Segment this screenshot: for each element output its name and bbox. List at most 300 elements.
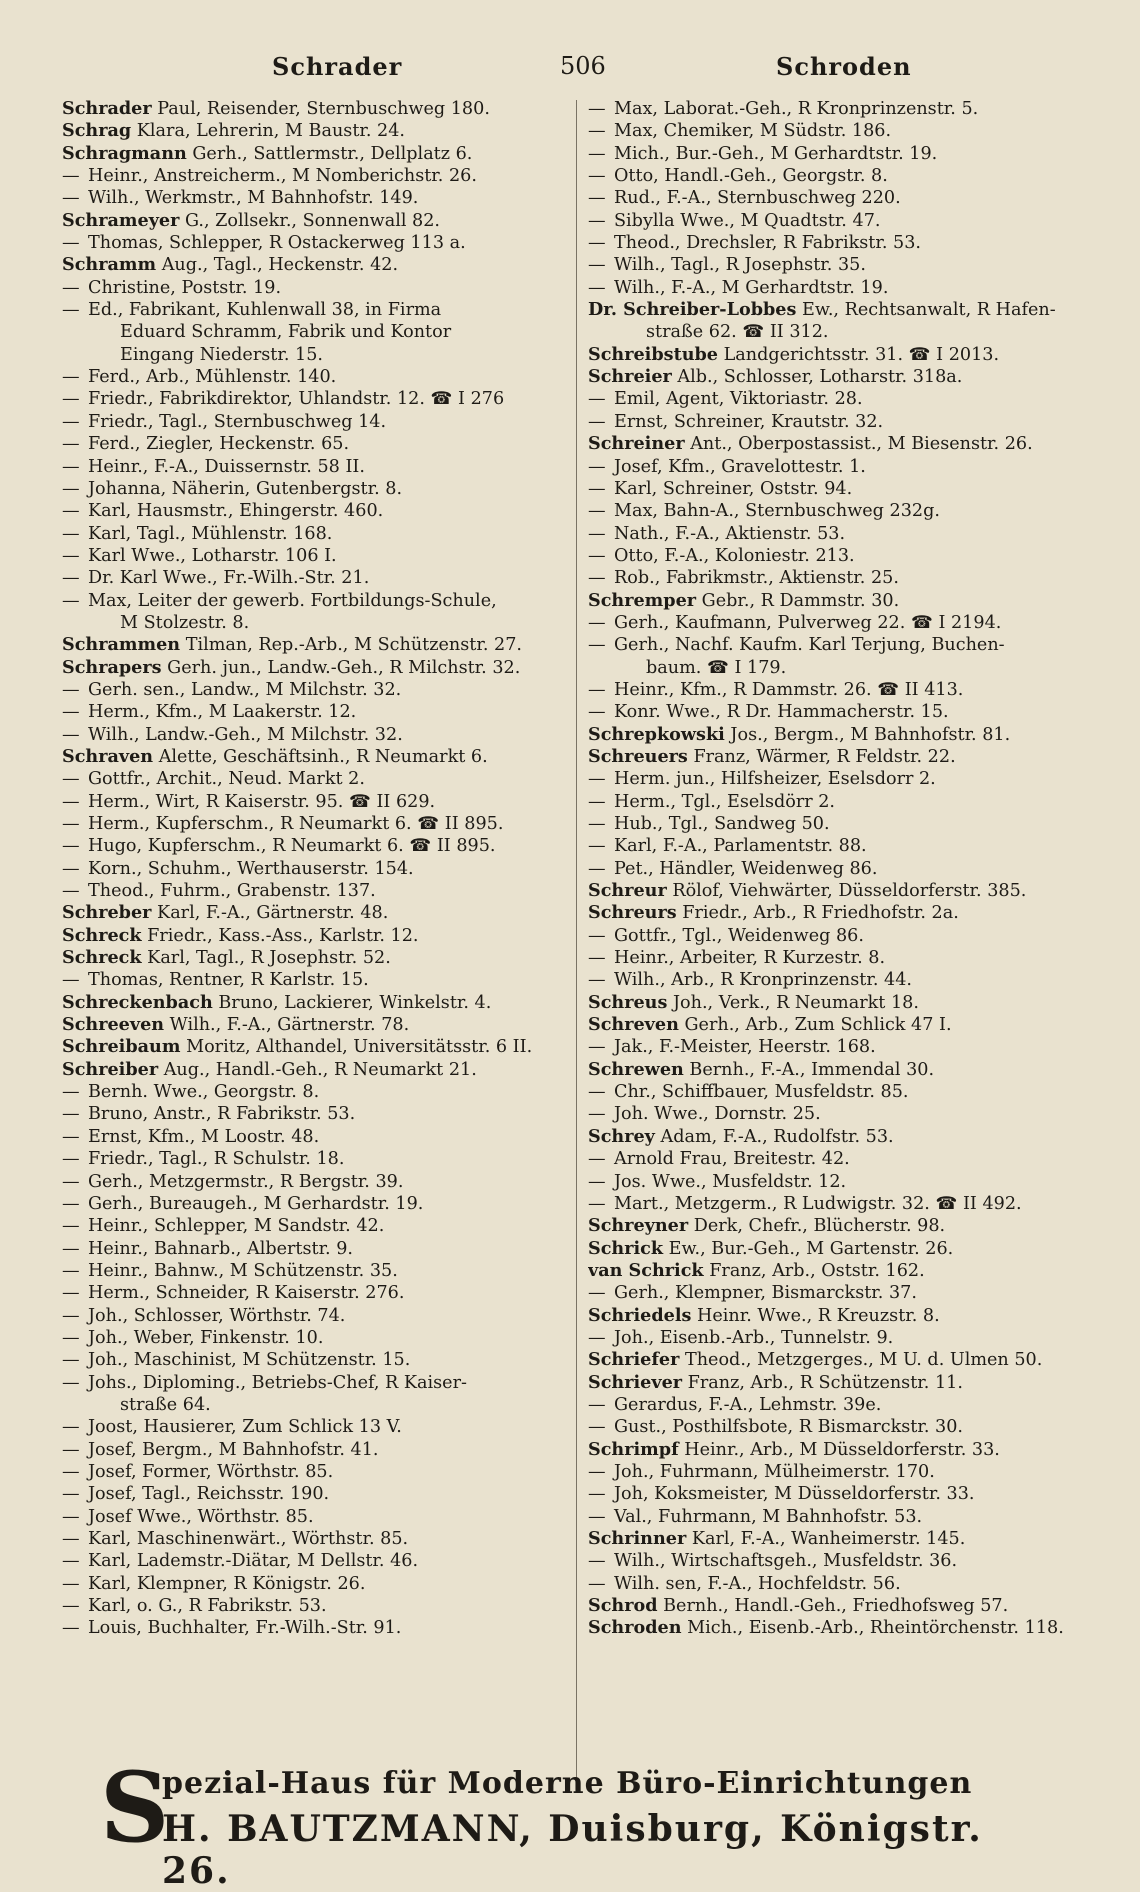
entry-surname: Schreven [588, 1014, 679, 1036]
directory-entry [62, 612, 562, 634]
entry-details: Herm. jun., Hilfsheizer, Eselsdorr 2. [614, 769, 936, 790]
entry-surname: Schramm [62, 254, 157, 276]
directory-entry [62, 1327, 562, 1349]
entry-details: Franz, Wärmer, R Feldstr. 22. [693, 746, 956, 767]
directory-entry [62, 120, 562, 142]
ditto-dash: — [588, 1461, 606, 1482]
entry-surname: Schrag [62, 120, 132, 142]
ditto-dash: — [62, 1149, 80, 1170]
directory-entry [62, 456, 562, 478]
ditto-dash: — [62, 188, 80, 209]
directory-entry [588, 366, 1088, 388]
ditto-dash: — [62, 1551, 80, 1572]
directory-entry [62, 1282, 562, 1304]
entry-details: Joh., Fuhrmann, Mülheimerstr. 170. [614, 1461, 935, 1482]
entry-details: Ed., Fabrikant, Kuhlenwall 38, in Firma [88, 300, 442, 321]
entry-details: Karl, Lademstr.-Diätar, M Dellstr. 46. [88, 1551, 419, 1572]
entry-surname: Schriever [588, 1371, 683, 1393]
entry-details: Gerh., Arb., Zum Schlick 47 I. [684, 1015, 952, 1036]
ditto-dash: — [588, 389, 606, 410]
entry-details: Emil, Agent, Viktoriastr. 28. [614, 389, 863, 410]
ditto-dash: — [62, 970, 80, 991]
directory-entry [62, 724, 562, 746]
ditto-dash: — [62, 1372, 80, 1393]
ditto-dash: — [62, 1439, 80, 1460]
directory-entry [62, 813, 562, 835]
ditto-dash: — [62, 1350, 80, 1371]
directory-entry [588, 1327, 1088, 1349]
advertisement [100, 1751, 1060, 1892]
directory-entry [62, 478, 562, 500]
entry-details: Wilh., F.-A., Gärtnerstr. 78. [169, 1015, 410, 1036]
entry-details: Gebr., R Dammstr. 30. [701, 590, 900, 611]
entry-details: Heinr., Anstreicherm., M Nomberichstr. 26. [88, 166, 477, 187]
entry-details: Pet., Händler, Weidenweg 86. [614, 858, 878, 879]
directory-entry [62, 366, 562, 388]
entry-details: Joh., Schlosser, Wörthstr. 74. [88, 1305, 346, 1326]
ditto-dash: — [588, 143, 606, 164]
entry-details: Arnold Frau, Breitestr. 42. [614, 1149, 850, 1170]
ditto-dash: — [62, 1327, 80, 1348]
directory-entry [588, 500, 1088, 522]
directory-entry [588, 1617, 1088, 1639]
directory-entry [588, 1528, 1088, 1550]
ditto-dash: — [588, 858, 606, 879]
directory-entry [588, 925, 1088, 947]
ditto-dash: — [62, 836, 80, 857]
directory-entry [588, 1238, 1088, 1260]
ditto-dash: — [62, 1283, 80, 1304]
entry-details: Karl, Tagl., Mühlenstr. 168. [88, 523, 333, 544]
entry-details: Karl, Maschinenwärt., Wörthstr. 85. [88, 1529, 409, 1549]
directory-entry [62, 388, 562, 410]
directory-entry [62, 1103, 562, 1125]
ditto-dash: — [588, 210, 606, 231]
entry-surname: Dr. Schreiber-Lobbes [588, 299, 797, 321]
ditto-dash: — [62, 1461, 80, 1482]
entry-details: Gust., Posthilfsbote, R Bismarckstr. 30. [614, 1417, 963, 1438]
entry-details: Heinr., Arb., M Düsseldorferstr. 33. [684, 1439, 1000, 1460]
ditto-dash: — [588, 1171, 606, 1192]
entry-surname: Schreier [588, 366, 672, 388]
directory-entry [588, 1573, 1088, 1595]
entry-details: Karl, F.-A., Gärtnerstr. 48. [157, 903, 389, 924]
ditto-dash: — [62, 769, 80, 790]
ditto-dash: — [62, 858, 80, 879]
directory-entry [62, 1305, 562, 1327]
entry-details: Karl, o. G., R Fabrikstr. 53. [88, 1596, 327, 1617]
entry-details: Johs., Diploming., Betriebs-Chef, R Kaiser- [88, 1372, 467, 1393]
entry-details: Josef Wwe., Wörthstr. 85. [88, 1506, 314, 1527]
directory-entry [62, 768, 562, 790]
ditto-dash: — [62, 411, 80, 432]
directory-entry [588, 634, 1088, 656]
directory-entry [62, 590, 562, 612]
entry-details: Wilh., Landw.-Geh., M Milchstr. 32. [88, 724, 403, 745]
entry-details: Karl, Hausmstr., Ehingerstr. 460. [88, 501, 384, 522]
column-divider [576, 100, 577, 1785]
entry-details: Theod., Metzgerges., M U. d. Ulmen 50. [684, 1350, 1043, 1371]
directory-entry [588, 969, 1088, 991]
entry-details: Ew., Rechtsanwalt, R Hafen- [802, 300, 1056, 321]
ditto-dash: — [588, 188, 606, 209]
ditto-dash: — [62, 590, 80, 611]
entry-details: Bernh., Handl.-Geh., Friedhofsweg 57. [663, 1596, 1009, 1617]
directory-entry [62, 657, 562, 679]
entry-details: Joh. Wwe., Dornstr. 25. [614, 1104, 821, 1125]
entry-details: Bruno, Lackierer, Winkelstr. 4. [218, 992, 492, 1013]
directory-entry [588, 277, 1088, 299]
ditto-dash: — [62, 523, 80, 544]
entry-details: Rölof, Viehwärter, Düsseldorferstr. 385. [672, 881, 1027, 902]
ditto-dash: — [588, 233, 606, 254]
entry-details: Heinr., Arbeiter, R Kurzestr. 8. [614, 948, 886, 969]
entry-details: Josef, Bergm., M Bahnhofstr. 41. [88, 1439, 379, 1460]
entry-surname: Schreur [588, 880, 667, 902]
directory-entry [62, 187, 562, 209]
ditto-dash: — [62, 702, 80, 723]
ad-headline: pezial-Haus für Moderne Büro-Einrichtungen [162, 1766, 973, 1801]
ditto-dash: — [588, 1193, 606, 1214]
directory-entry [62, 254, 562, 276]
entry-details: Otto, Handl.-Geh., Georgstr. 8. [614, 166, 888, 187]
ditto-dash: — [588, 1417, 606, 1438]
entry-details: Paul, Reisender, Sternbuschweg 180. [157, 99, 490, 119]
ditto-dash: — [62, 1529, 80, 1549]
entry-surname: Schreuers [588, 745, 688, 767]
entry-details: Gerh., Bureaugeh., M Gerhardstr. 19. [88, 1193, 424, 1214]
entry-surname: Schrick [588, 1237, 664, 1259]
entry-surname: Schriefer [588, 1349, 680, 1371]
directory-entry [62, 1260, 562, 1282]
directory-entry [62, 969, 562, 991]
entry-details: Gerh., Metzgermstr., R Bergstr. 39. [88, 1171, 404, 1192]
entry-details: Karl, Schreiner, Oststr. 94. [614, 478, 853, 499]
directory-entry [62, 1550, 562, 1572]
entry-details: Thomas, Schlepper, R Ostackerweg 113 a. [88, 233, 466, 254]
ditto-dash: — [62, 1238, 80, 1259]
ditto-dash: — [588, 1283, 606, 1304]
directory-entry [62, 1528, 562, 1550]
entry-details: Rob., Fabrikmstr., Aktienstr. 25. [614, 568, 899, 589]
ditto-dash: — [588, 411, 606, 432]
entry-details: Johanna, Näherin, Gutenbergstr. 8. [88, 478, 403, 499]
directory-entry [62, 1394, 562, 1416]
entry-details: Jak., F.-Meister, Heerstr. 168. [614, 1037, 876, 1058]
entry-details: Jos., Bergm., M Bahnhofstr. 81. [730, 724, 1011, 745]
ditto-dash: — [62, 1171, 80, 1192]
entry-details: Ferd., Arb., Mühlenstr. 140. [88, 367, 337, 388]
entry-details: Herm., Tgl., Eselsdörr 2. [614, 791, 836, 812]
ad-initial: S [100, 1751, 170, 1864]
directory-entry [588, 1506, 1088, 1528]
ditto-dash: — [62, 1596, 80, 1617]
directory-entry [588, 701, 1088, 723]
directory-entry [588, 746, 1088, 768]
ditto-dash: — [62, 1417, 80, 1438]
entry-surname: Schrey [588, 1125, 655, 1147]
ditto-dash: — [62, 1506, 80, 1527]
directory-entry [588, 1193, 1088, 1215]
ad-company: H. BAUTZMANN, Duisburg, Königstr. 26. [162, 1808, 983, 1892]
entry-surname: Schreiber [62, 1058, 159, 1080]
entry-details: Aug., Tagl., Heckenstr. 42. [161, 255, 399, 276]
entry-details: Otto, F.-A., Koloniestr. 213. [614, 545, 855, 566]
entry-details: Louis, Buchhalter, Fr.-Wilh.-Str. 91. [88, 1618, 402, 1639]
directory-entry [62, 1148, 562, 1170]
directory-entry [588, 210, 1088, 232]
entry-details: Max, Chemiker, M Südstr. 186. [614, 121, 892, 142]
ditto-dash: — [62, 434, 80, 455]
ditto-dash: — [62, 166, 80, 187]
directory-entry [62, 277, 562, 299]
entry-details: Joh., Eisenb.-Arb., Tunnelstr. 9. [614, 1327, 894, 1348]
directory-entry [588, 143, 1088, 165]
directory-entry [588, 880, 1088, 902]
ditto-dash: — [588, 769, 606, 790]
entry-surname: Schreibstube [588, 343, 718, 365]
ditto-dash: — [62, 724, 80, 745]
ditto-dash: — [62, 1618, 80, 1639]
entry-details: Wilh. sen, F.-A., Hochfeldstr. 56. [614, 1573, 901, 1594]
entry-details: Derk, Chefr., Blücherstr. 98. [693, 1216, 946, 1237]
entry-details: Heinr. Wwe., R Kreuzstr. 8. [697, 1305, 940, 1326]
directory-entry [588, 813, 1088, 835]
directory-entry [588, 1148, 1088, 1170]
entry-details: Wilh., Arb., R Kronprinzenstr. 44. [614, 970, 912, 991]
entry-details: Karl, Klempner, R Königstr. 26. [88, 1573, 366, 1594]
ditto-dash: — [588, 121, 606, 142]
entry-surname: Schroden [588, 1617, 682, 1639]
ditto-dash: — [62, 277, 80, 298]
directory-entry [588, 1215, 1088, 1237]
directory-entry [62, 791, 562, 813]
entry-surname: Schreckenbach [62, 991, 213, 1013]
directory-entry [62, 210, 562, 232]
entry-details: Eduard Schramm, Fabrik und Kontor [120, 322, 452, 343]
directory-entry [62, 1081, 562, 1103]
entry-surname: Schreus [588, 991, 668, 1013]
entry-details: Rud., F.-A., Sternbuschweg 220. [614, 188, 901, 209]
ditto-dash: — [588, 970, 606, 991]
directory-entry [62, 1461, 562, 1483]
entry-details: baum. ☎ I 179. [646, 657, 787, 678]
ditto-dash: — [588, 948, 606, 969]
entry-details: Ferd., Ziegler, Heckenstr. 65. [88, 434, 350, 455]
ditto-dash: — [588, 255, 606, 276]
ditto-dash: — [588, 1394, 606, 1415]
entry-details: Dr. Karl Wwe., Fr.-Wilh.-Str. 21. [88, 568, 370, 589]
ditto-dash: — [588, 635, 606, 656]
entry-details: Heinr., Bahnw., M Schützenstr. 35. [88, 1260, 398, 1281]
entry-details: Eingang Niederstr. 15. [120, 344, 323, 365]
entry-details: Moritz, Althandel, Universitätsstr. 6 II. [186, 1037, 533, 1058]
entry-details: Bernh. Wwe., Georgstr. 8. [88, 1082, 320, 1103]
directory-entry [588, 456, 1088, 478]
ditto-dash: — [588, 814, 606, 834]
entry-details: Chr., Schiffbauer, Musfeldstr. 85. [614, 1082, 909, 1103]
directory-entry [588, 1081, 1088, 1103]
directory-entry [588, 1595, 1088, 1617]
directory-entry [62, 746, 562, 768]
entry-details: Joh., Weber, Finkenstr. 10. [88, 1327, 324, 1348]
ditto-dash: — [62, 233, 80, 254]
ditto-dash: — [62, 1193, 80, 1214]
directory-entry [62, 500, 562, 522]
entry-details: Friedr., Fabrikdirektor, Uhlandstr. 12. ☎ I 276 [88, 389, 505, 410]
entry-details: Theod., Fuhrm., Grabenstr. 137. [88, 881, 376, 902]
ditto-dash: — [588, 702, 606, 723]
ditto-dash: — [62, 1260, 80, 1281]
entry-details: Mart., Metzgerm., R Ludwigstr. 32. ☎ II 492. [614, 1193, 1022, 1214]
entry-details: Gottfr., Archit., Neud. Markt 2. [88, 769, 365, 790]
directory-entry [588, 1059, 1088, 1081]
ditto-dash: — [588, 1573, 606, 1594]
entry-details: Joost, Hausierer, Zum Schlick 13 V. [88, 1417, 402, 1438]
directory-entry [62, 992, 562, 1014]
directory-entry [62, 679, 562, 701]
ditto-dash: — [588, 456, 606, 477]
directory-entry [588, 947, 1088, 969]
entry-details: Gerh. sen., Landw., M Milchstr. 32. [88, 679, 402, 700]
entry-surname: Schraven [62, 745, 154, 767]
ditto-dash: — [62, 814, 80, 834]
entry-surname: van Schrick [588, 1259, 704, 1281]
ditto-dash: — [62, 568, 80, 589]
ditto-dash: — [588, 1506, 606, 1527]
ditto-dash: — [588, 1082, 606, 1103]
header-first-name: Schrader [272, 52, 403, 81]
ditto-dash: — [588, 1551, 606, 1572]
directory-entry [588, 98, 1088, 120]
entry-details: Bernh., F.-A., Immendal 30. [689, 1059, 935, 1080]
ditto-dash: — [62, 679, 80, 700]
directory-entry [62, 344, 562, 366]
directory-entry [588, 1483, 1088, 1505]
directory-entry [62, 880, 562, 902]
ditto-dash: — [62, 367, 80, 388]
ditto-dash: — [588, 501, 606, 522]
directory-entry [62, 1059, 562, 1081]
directory-entry [588, 768, 1088, 790]
directory-entry [588, 1349, 1088, 1371]
entry-details: Ernst, Kfm., M Loostr. 48. [88, 1126, 320, 1147]
directory-entry [588, 1416, 1088, 1438]
entry-details: Wilh., Tagl., R Josephstr. 35. [614, 255, 866, 276]
directory-entry [588, 1126, 1088, 1148]
entry-details: straße 64. [120, 1394, 211, 1415]
entry-details: Alb., Schlosser, Lotharstr. 318a. [677, 367, 963, 388]
directory-entry [588, 1394, 1088, 1416]
ditto-dash: — [62, 1573, 80, 1594]
directory-entry [588, 545, 1088, 567]
ditto-dash: — [62, 456, 80, 477]
directory-entry [62, 1416, 562, 1438]
directory-entry [588, 1103, 1088, 1125]
ditto-dash: — [588, 1484, 606, 1505]
entry-details: Joh., Maschinist, M Schützenstr. 15. [88, 1350, 411, 1371]
entry-details: Hugo, Kupferschm., R Neumarkt 6. ☎ II 895. [88, 836, 496, 857]
ditto-dash: — [588, 612, 606, 633]
directory-entry [62, 165, 562, 187]
entry-details: Korn., Schuhm., Werthauserstr. 154. [88, 858, 414, 879]
entry-details: M Stolzestr. 8. [120, 612, 250, 633]
entry-surname: Schreber [62, 902, 152, 924]
entry-details: straße 62. ☎ II 312. [646, 322, 829, 343]
directory-entry [588, 321, 1088, 343]
directory-entry [62, 835, 562, 857]
directory-entry [588, 679, 1088, 701]
directory-entry [62, 567, 562, 589]
directory-entry [588, 1550, 1088, 1572]
entry-details: Josef, Kfm., Gravelottestr. 1. [614, 456, 866, 477]
ditto-dash: — [588, 523, 606, 544]
directory-entry [62, 1483, 562, 1505]
entry-details: Friedr., Tagl., R Schulstr. 18. [88, 1149, 345, 1170]
directory-entry [62, 1595, 562, 1617]
directory-entry [588, 1260, 1088, 1282]
entry-surname: Schreeven [62, 1014, 165, 1036]
entry-surname: Schreyner [588, 1215, 689, 1237]
entry-details: Heinr., Kfm., R Dammstr. 26. ☎ II 413. [614, 679, 964, 700]
directory-entry [588, 254, 1088, 276]
entry-details: Herm., Schneider, R Kaiserstr. 276. [88, 1283, 405, 1304]
entry-details: Gerh., Kaufmann, Pulverweg 22. ☎ I 2194. [614, 612, 1002, 633]
directory-entry [588, 858, 1088, 880]
ditto-dash: — [62, 1305, 80, 1326]
entry-details: Alette, Geschäftsinh., R Neumarkt 6. [158, 746, 488, 767]
directory-entry [62, 1439, 562, 1461]
entry-details: Thomas, Rentner, R Karlstr. 15. [88, 970, 369, 991]
directory-entry [588, 232, 1088, 254]
entry-details: Ant., Oberpostassist., M Biesenstr. 26. [690, 434, 1033, 455]
entry-details: Christine, Poststr. 19. [88, 277, 282, 298]
directory-entry [62, 902, 562, 924]
directory-entry [62, 701, 562, 723]
directory-entry [62, 1617, 562, 1639]
right-column [588, 98, 1088, 1640]
directory-entry [588, 344, 1088, 366]
entry-surname: Schreiner [588, 433, 685, 455]
entry-details: Sibylla Wwe., M Quadtstr. 47. [614, 210, 881, 231]
entry-details: Heinr., Schlepper, M Sandstr. 42. [88, 1216, 385, 1237]
directory-entry [588, 835, 1088, 857]
entry-surname: Schrader [62, 98, 152, 119]
entry-details: Franz, Arb., R Schützenstr. 11. [687, 1372, 963, 1393]
entry-details: Karl Wwe., Lotharstr. 106 I. [88, 545, 337, 566]
directory-entry [62, 321, 562, 343]
entry-details: Hub., Tgl., Sandweg 50. [614, 814, 830, 834]
ditto-dash: — [588, 545, 606, 566]
entry-surname: Schragmann [62, 142, 187, 164]
directory-entry [588, 724, 1088, 746]
entry-surname: Schrepkowski [588, 723, 725, 745]
ditto-dash: — [588, 791, 606, 812]
directory-entry [588, 433, 1088, 455]
directory-entry [588, 478, 1088, 500]
directory-entry [588, 1014, 1088, 1036]
entry-surname: Schreurs [588, 902, 677, 924]
ditto-dash: — [588, 1037, 606, 1058]
entry-details: Aug., Handl.-Geh., R Neumarkt 21. [163, 1059, 477, 1080]
directory-entry [62, 232, 562, 254]
ditto-dash: — [588, 836, 606, 857]
ditto-dash: — [62, 545, 80, 566]
ditto-dash: — [588, 1149, 606, 1170]
directory-entry [62, 1215, 562, 1237]
ditto-dash: — [62, 1082, 80, 1103]
directory-entry [588, 187, 1088, 209]
